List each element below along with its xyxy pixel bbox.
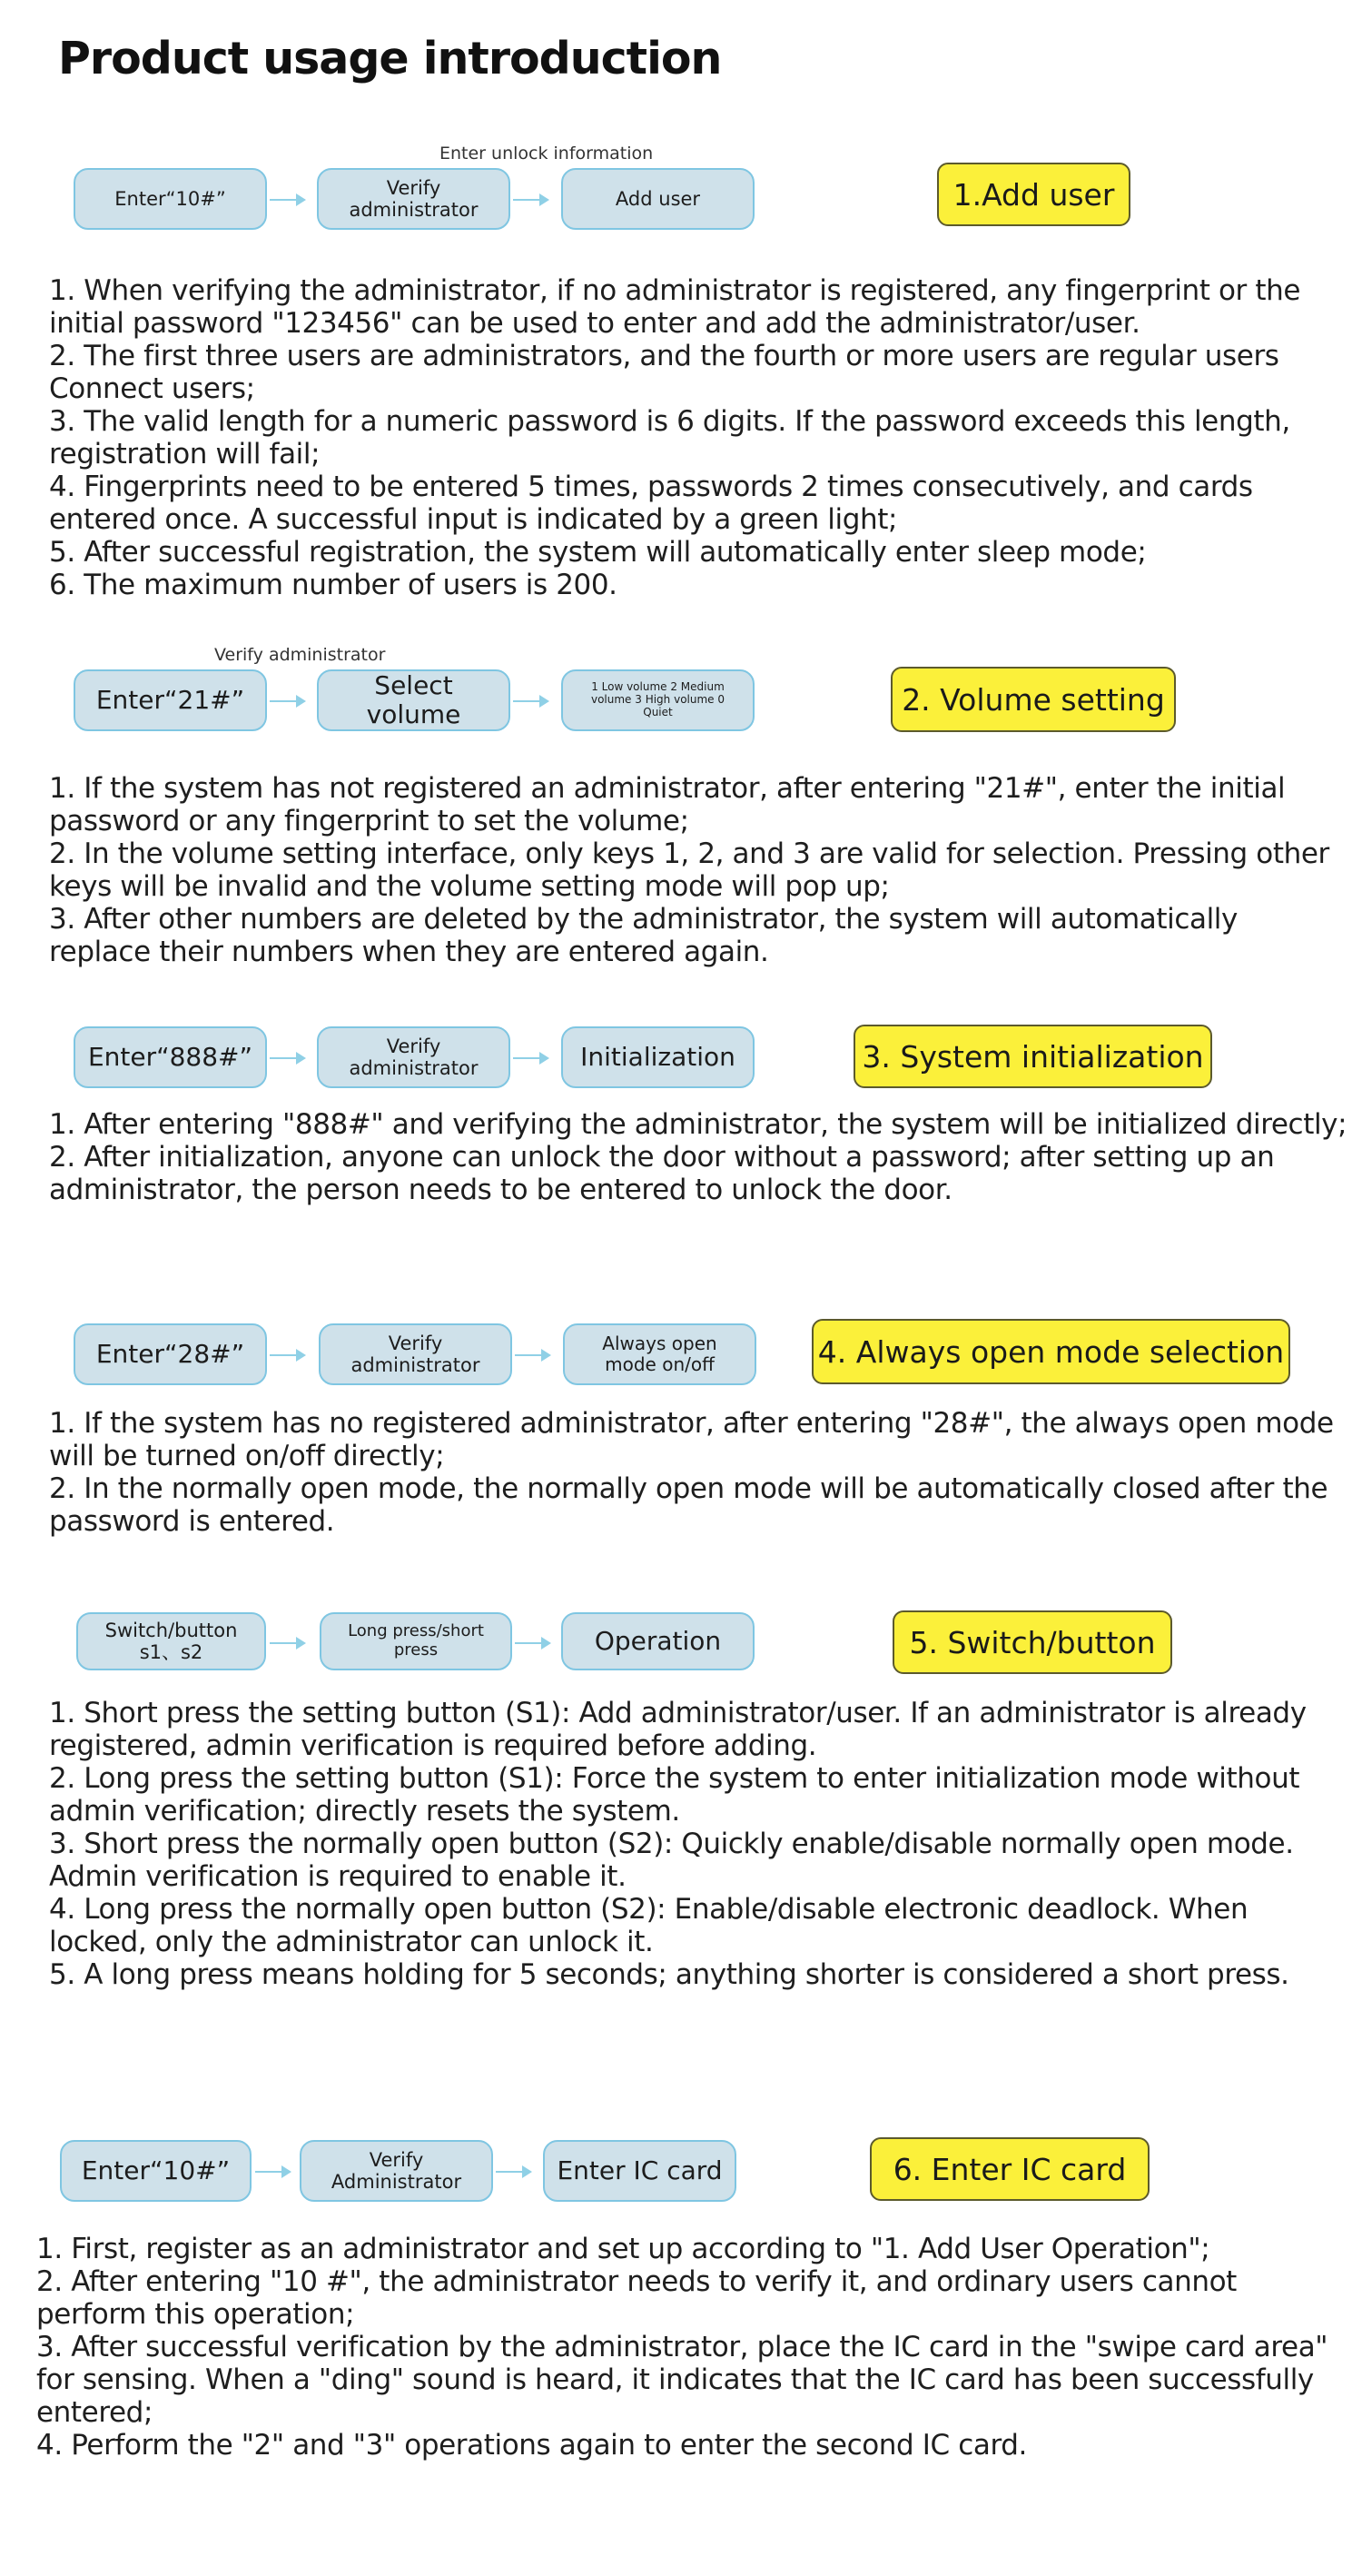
- note-item: 3. After other numbers are deleted by the administrator, the system will automatically replace their numbers when they are entered again.: [49, 903, 1238, 968]
- note-item: 2. In the volume setting interface, only keys 1, 2, and 3 are valid for selection. Pressing other keys will be invalid and the volume setting mode will pop up;: [49, 837, 1329, 903]
- flow-step-enter-code: Enter“21#”: [74, 669, 267, 731]
- note-item: 4. Long press the normally open button (S2): Enable/disable electronic deadlock. When locked, only the administrator can unlock it.: [49, 1893, 1248, 1958]
- flow-step-enter-code: Enter“888#”: [74, 1026, 267, 1088]
- note-item: 2. Long press the setting button (S1): Force the system to enter initialization mode without admin verification; directly resets the system.: [49, 1762, 1300, 1828]
- flow-step-add-user: Add user: [561, 168, 755, 230]
- note-item: 1. If the system has not registered an administrator, after entering "21#", enter the initial password or any fingerprint to set the volume;: [49, 772, 1286, 837]
- page-title: Product usage introduction: [58, 33, 722, 84]
- notes-list: [36, 2233, 1351, 2462]
- note-item: 1. Short press the setting button (S1): Add administrator/user. If an administrator is already registered, admin verification is required before adding.: [49, 1697, 1307, 1762]
- flow-step-press-type: Long press/short press: [320, 1612, 512, 1670]
- note-item: 4. Fingerprints need to be entered 5 times, passwords 2 times consecutively, and cards entered once. A successful input is indicated by a green light;: [49, 471, 1253, 536]
- note-item: 2. After entering "10 #", the administrator needs to verify it, and ordinary users cannot perform this operation;: [36, 2265, 1237, 2331]
- section-badge: 4. Always open mode selection: [812, 1319, 1290, 1384]
- section-badge: 3. System initialization: [854, 1025, 1212, 1088]
- note-item: 3. After successful verification by the administrator, place the IC card in the "swipe card area" for sensing. When a "ding" sound is heard, it indicates that the IC card has been successfully entered;: [36, 2331, 1328, 2429]
- note-item: 3. Short press the normally open button (S2): Quickly enable/disable normally open mode. Admin verification is required to enable it.: [49, 1828, 1294, 1893]
- arrow-icon: [255, 2171, 290, 2173]
- flow-step-initialization: Initialization: [561, 1026, 755, 1088]
- note-item: 5. A long press means holding for 5 seconds; anything shorter is considered a short press.: [49, 1958, 1289, 1991]
- arrow-icon: [270, 1354, 304, 1356]
- notes-list: [49, 1407, 1347, 1538]
- section-badge: 2. Volume setting: [891, 667, 1176, 732]
- flow-step-volume-options: 1 Low volume 2 Medium volume 3 High volume 0 Quiet: [561, 669, 755, 731]
- flow-caption: Enter unlock information: [439, 144, 654, 163]
- flow-caption: Verify administrator: [214, 645, 386, 665]
- flow-step-verify-admin: Verify administrator: [319, 1323, 512, 1385]
- arrow-icon: [270, 1057, 304, 1059]
- section-volume-setting: [0, 641, 1362, 977]
- notes-list: [49, 1108, 1347, 1206]
- flow-step-enter-ic-card: Enter IC card: [543, 2140, 736, 2202]
- flow-step-enter-code: Enter“10#”: [60, 2140, 252, 2202]
- arrow-icon: [513, 1057, 548, 1059]
- flow-step-verify-admin: Verify administrator: [317, 1026, 510, 1088]
- arrow-icon: [496, 2171, 530, 2173]
- flow-step-verify-admin: Verify administrator: [317, 168, 510, 230]
- note-item: 5. After successful registration, the system will automatically enter sleep mode;: [49, 536, 1147, 569]
- arrow-icon: [515, 1354, 549, 1356]
- section-switch-button: [0, 1610, 1362, 2009]
- arrow-icon: [513, 700, 548, 702]
- section-add-user: [0, 136, 1362, 609]
- note-item: 2. In the normally open mode, the normally open mode will be automatically closed after the password is entered.: [49, 1472, 1328, 1538]
- flow-step-switch-button: Switch/button s1、s2: [76, 1612, 266, 1670]
- flow-step-verify-admin: Verify Administrator: [300, 2140, 493, 2202]
- section-badge: 6. Enter IC card: [870, 2137, 1150, 2201]
- note-item: 1. First, register as an administrator and set up according to "1. Add User Operation";: [36, 2233, 1210, 2265]
- flow-step-select-volume: Select volume: [317, 669, 510, 731]
- note-item: 2. After initialization, anyone can unlock the door without a password; after setting up an administrator, the person needs to be entered to unlock the door.: [49, 1141, 1275, 1206]
- arrow-icon: [270, 700, 304, 702]
- arrow-icon: [270, 1642, 304, 1644]
- section-badge: 5. Switch/button: [893, 1610, 1172, 1674]
- flow-step-enter-code: Enter“28#”: [74, 1323, 267, 1385]
- flow-step-enter-code: Enter“10#”: [74, 168, 267, 230]
- flow-step-always-open-toggle: Always open mode on/off: [563, 1323, 756, 1385]
- note-item: 1. After entering "888#" and verifying the administrator, the system will be initialized directly;: [49, 1108, 1347, 1141]
- arrow-icon: [270, 199, 304, 201]
- arrow-icon: [513, 199, 548, 201]
- note-item: 1. If the system has no registered administrator, after entering "28#", the always open mode will be turned on/off directly;: [49, 1407, 1334, 1472]
- notes-list: [49, 1697, 1347, 1991]
- section-enter-ic-card: [0, 2125, 1362, 2489]
- notes-list: [49, 772, 1347, 968]
- arrow-icon: [515, 1642, 549, 1644]
- section-system-initialization: [0, 1017, 1362, 1244]
- flow-step-operation: Operation: [561, 1612, 755, 1670]
- note-item: 2. The first three users are administrators, and the fourth or more users are regular users Connect users;: [49, 340, 1279, 405]
- notes-list: [49, 274, 1338, 601]
- note-item: 1. When verifying the administrator, if no administrator is registered, any fingerprint or the initial password "123456" can be used to enter and add the administrator/user.: [49, 274, 1301, 340]
- note-item: 6. The maximum number of users is 200.: [49, 569, 617, 601]
- section-badge: 1.Add user: [937, 163, 1130, 226]
- note-item: 3. The valid length for a numeric password is 6 digits. If the password exceeds this length, registration will fail;: [49, 405, 1290, 471]
- note-item: 4. Perform the "2" and "3" operations again to enter the second IC card.: [36, 2429, 1027, 2462]
- section-always-open-mode: [0, 1314, 1362, 1560]
